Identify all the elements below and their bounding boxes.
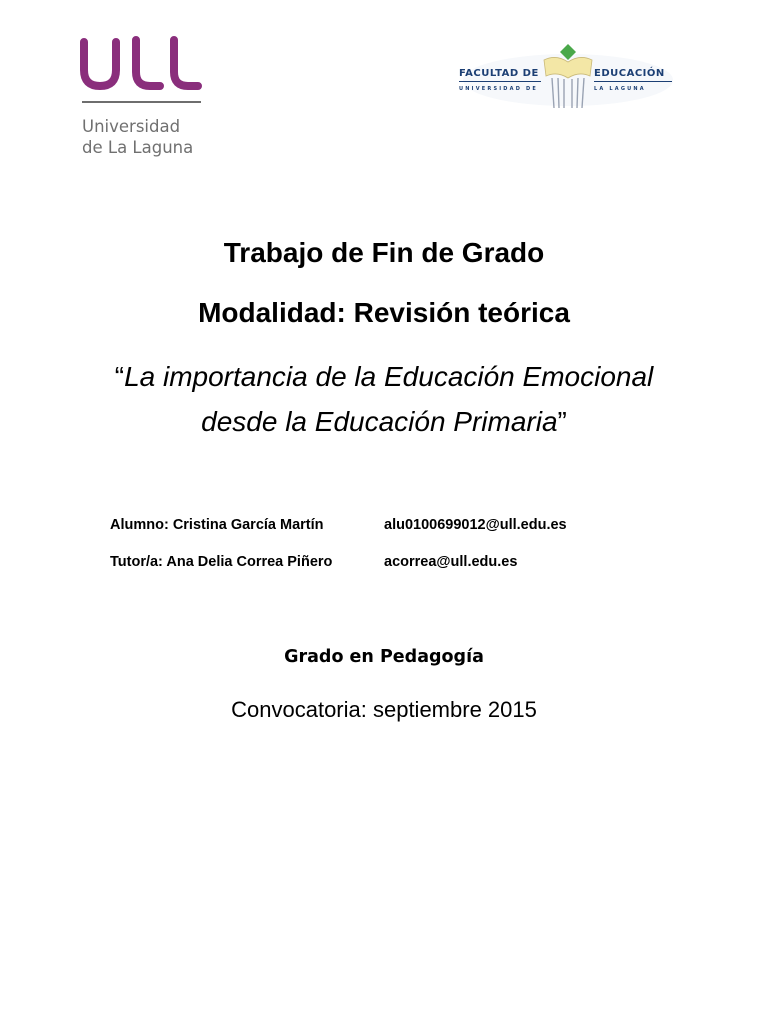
student-label: Alumno: Cristina García Martín (110, 517, 324, 533)
tutor-label: Tutor/a: Ana Delia Correa Piñero (110, 554, 333, 570)
ull-logo (80, 36, 205, 161)
faculty-left-subtitle: UNIVERSIDAD DE (459, 86, 538, 92)
call-date: Convocatoria: septiembre 2015 (231, 697, 537, 722)
document-modality: Modalidad: Revisión teórica (198, 297, 570, 328)
faculty-right-subtitle: LA LAGUNA (594, 86, 646, 92)
tutor-email: acorrea@ull.edu.es (384, 554, 518, 570)
document-title: Trabajo de Fin de Grado (223, 237, 545, 268)
degree-name: Grado en Pedagogía (284, 647, 484, 667)
faculty-logo (444, 40, 674, 112)
student-email: alu0100699012@ull.edu.es (384, 517, 567, 533)
ull-divider (82, 101, 201, 103)
subtitle-line-1-text: La importancia de la Educación Emocional (124, 361, 654, 392)
subtitle-close-quote: ” (557, 406, 567, 437)
ull-name-line1: Universidad (82, 117, 181, 136)
faculty-left-title: FACULTAD DE (459, 68, 539, 79)
subtitle-line-2-text: desde la Educación Primaria (201, 406, 558, 437)
faculty-right-rule (594, 81, 672, 82)
ull-name-line2: de La Laguna (82, 138, 194, 157)
subtitle-line-1 (0, 360, 768, 394)
faculty-right-title: EDUCACIÓN (594, 68, 665, 79)
subtitle-line-2 (0, 405, 768, 439)
subtitle-open-quote: “ (114, 361, 125, 392)
ull-mark-icon (80, 36, 205, 96)
faculty-left-rule (459, 81, 541, 82)
ull-name (82, 116, 193, 158)
